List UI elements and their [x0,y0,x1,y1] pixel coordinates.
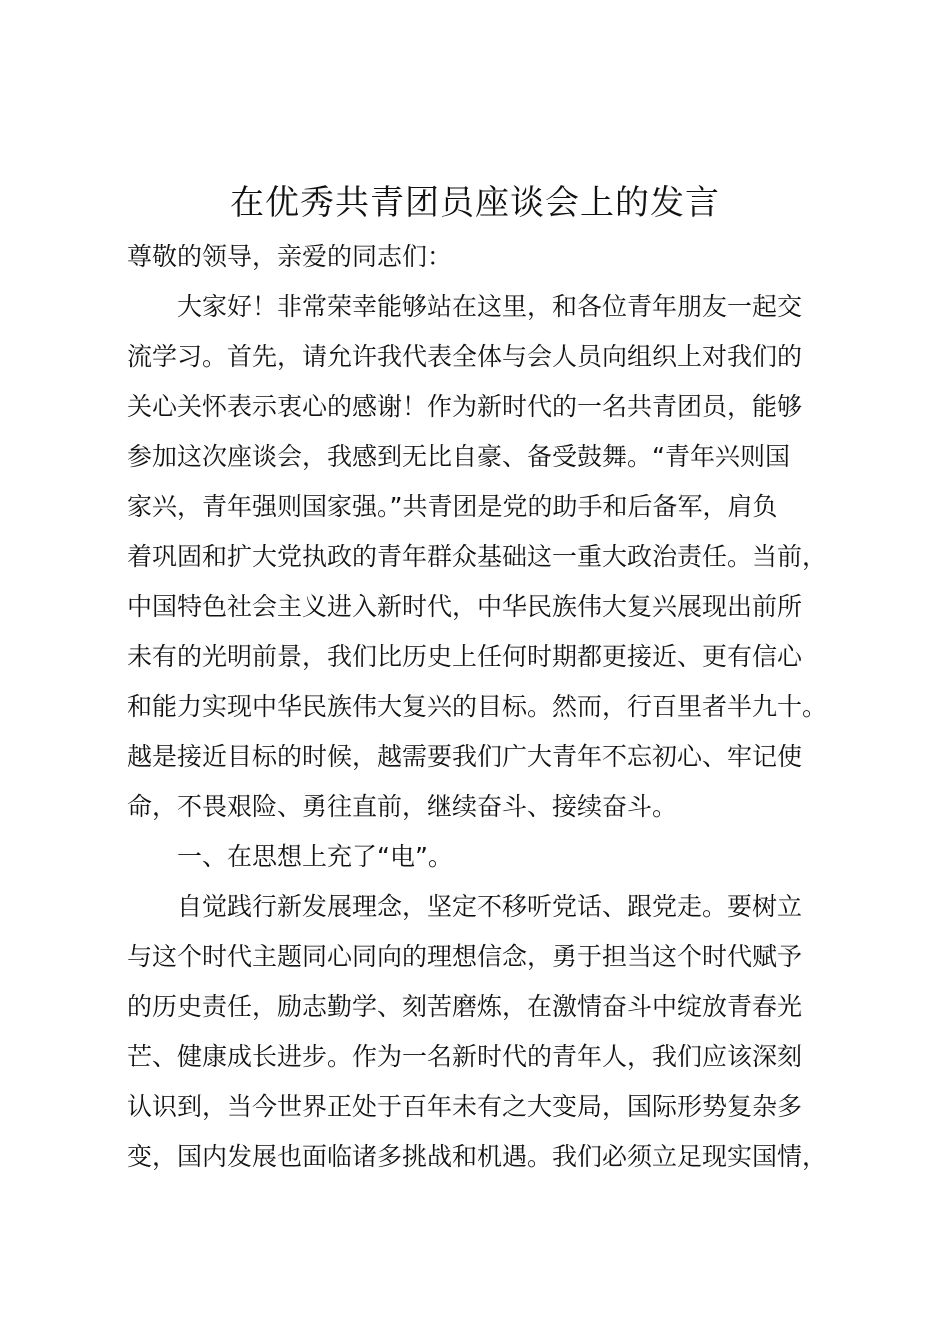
document-title: 在优秀共青团员座谈会上的发言 [230,183,720,223]
document-body [127,232,857,1182]
paragraph-2 [127,882,857,1182]
paragraph-line: 的历史责任，励志勤学、刻苦磨炼，在激情奋斗中绽放青春光 [127,992,803,1021]
paragraph-line: 与这个时代主题同心同向的理想信念，勇于担当这个时代赋予 [127,942,803,971]
paragraph-line: 关心关怀表示衷心的感谢！作为新时代的一名共青团员，能够 [127,392,803,421]
paragraph-line: 中国特色社会主义进入新时代，中华民族伟大复兴展现出前所 [127,592,803,621]
salutation: 尊敬的领导，亲爱的同志们： [127,242,453,271]
section-heading: 一、在思想上充了“电”。 [177,842,453,871]
paragraph-line: 参加这次座谈会，我感到无比自豪、备受鼓舞。“青年兴则国 [127,442,790,471]
paragraph-line: 大家好！非常荣幸能够站在这里，和各位青年朋友一起交 [177,292,803,321]
paragraph-line: 命，不畏艰险、勇往直前，继续奋斗、接续奋斗。 [127,792,678,821]
paragraph-line: 自觉践行新发展理念，坚定不移听党话、跟党走。要树立 [177,892,803,921]
paragraph-line: 变，国内发展也面临诸多挑战和机遇。我们必须立足现实国情， [127,1142,828,1171]
paragraph-line: 芒、健康成长进步。作为一名新时代的青年人，我们应该深刻 [127,1042,803,1071]
paragraph-line: 着巩固和扩大党执政的青年群众基础这一重大政治责任。当前， [127,542,828,571]
paragraph-line: 认识到，当今世界正处于百年未有之大变局，国际形势复杂多 [127,1092,803,1121]
paragraph-line: 和能力实现中华民族伟大复兴的目标。然而，行百里者半九十。 [127,692,828,721]
paragraph-line: 家兴，青年强则国家强。”共青团是党的助手和后备军，肩负 [127,492,778,521]
paragraph-line: 越是接近目标的时候，越需要我们广大青年不忘初心、牢记使 [127,742,803,771]
paragraph-line: 流学习。首先，请允许我代表全体与会人员向组织上对我们的 [127,342,803,371]
paragraph-1 [127,282,857,832]
paragraph-line: 未有的光明前景，我们比历史上任何时期都更接近、更有信心 [127,642,803,671]
